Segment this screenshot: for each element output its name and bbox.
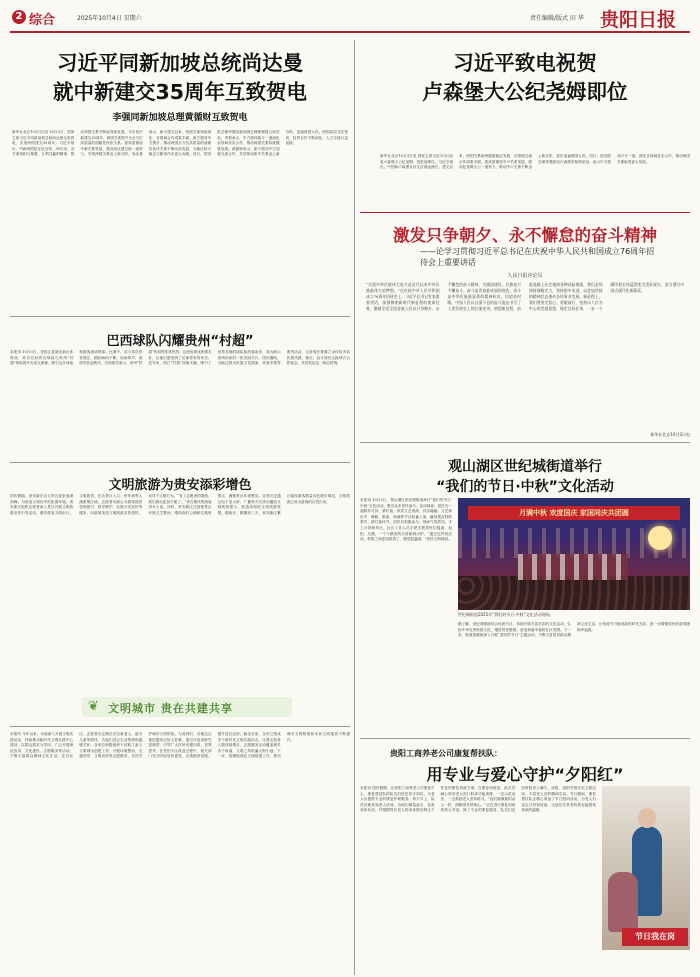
article-body: 新华社北京10月3日电 10月3日，国家主席习近平同新加坡总统尚达曼互致贺电，庆祝两国建交35周年。习近平指出，中新两国是友好近邻，35年来，双方秉持相互尊重、互利共赢的精神，推动两国关系不断取得新发展。今年是中新建交35周年，两国关系提升为全方位高质量的前瞻性伙伴关系。我高度重视中新关系发展，愿同尚达曼总统一道努力，引领两国关系迈上新台阶。尚达曼表示，新中建交以来，两国关系持续深化，各领域合作成果丰硕。新方愿同中方携手，推动两国全方位高质量的前瞻性伙伴关系不断向前发展，为地区和平稳定与繁荣作出更大贡献。同日，国务院总理李强同新加坡总理黄循财互致贺电。李强表示，中方愿同新方一道深化各领域务实合作，推动两国关系持续健康发展。黄循财表示，新方愿同中方加强交流合作，共同推动新中关系迈上新台阶，造福两国人民。两国高层交往密切，经贸合作不断深化，人文交流日益活跃。 — [12, 130, 348, 157]
editorial-byline: 人民日报评论员 — [507, 273, 543, 279]
editorial-top-rule — [360, 212, 690, 213]
paper-masthead: 贵阳日报 — [600, 9, 677, 31]
article-body: 新华社北京10月3日电 国家主席习近平3日致电卢森堡大公纪尧姆，祝贺他即位。习近平指出，中国和卢森堡友好交往源远流长。建交以来，两国关系始终健康稳定发展，各领域交流合作成果丰硕。我高度重视中卢关系发展，愿同纪尧姆大公一道努力，推动中卢关系不断迈上新台阶，更好造福两国人民。同日，国务院总理李强致电卢森堡首相弗里登，表示中方愿同卢方一道，深化各领域务实合作，推动两国关系取得更大发展。 — [380, 154, 690, 170]
section-rule — [360, 442, 690, 443]
care-photo — [602, 786, 690, 950]
headline-line1: 习近平致电祝贺 — [453, 51, 597, 75]
article-body: 国庆假期，贵安新区各大景区迎来客流高峰。为营造文明有序的旅游环境，贵安新区组织志愿者深入景区开展文明旅游宣传引导活动，倡导游客文明出行、文明观景。在各景区入口、停车场等人流密集区域，志愿者们耐心为游客提供咨询指引、秩序维护、垃圾分类宣传等服务，向游客发放文明旅游宣传资料，劝导不文明行为。“有了志愿者的帮助，我们游玩更加方便了。”来自重庆的游客李女士说。同时，贵安新区还加强景区环境卫生整治，增设临时公厕和垃圾收集点，确保景区环境整洁。各景区还通过电子显示屏、广播等方式滚动播放文明旅游提示，营造浓厚的文明旅游氛围。据统计，假期前三天，贵安新区累计接待游客数量同比增长明显，文明旅游已成为游客的自觉行动。 — [10, 494, 350, 515]
headline-line1: 观山湖区世纪城街道举行 — [448, 459, 602, 475]
performers — [518, 554, 628, 580]
crowd-silhouette — [458, 576, 690, 610]
sub-headline: 李强同新加坡总理黄循财互致贺电 — [112, 113, 248, 123]
article-body-right: 据了解，世纪城街道结合传统节日，持续开展丰富多彩的文化活动，弘扬中华优秀传统文化，增进邻里感情，营造和谐幸福的社区氛围。下一步，街道将继续深入开展“我们的节日”主题活动，不断丰富居民群众精神文化生活，让传统节日焕发新的时代光彩，进一步增强居民的获得感和幸福感。 — [458, 622, 690, 638]
headline-line2: 卢森堡大公纪尧姆即位 — [422, 80, 628, 104]
elderly-care-article — [360, 738, 690, 974]
editorial-article — [360, 212, 690, 442]
header-rule — [10, 31, 690, 33]
section-rule — [10, 726, 350, 727]
column-divider — [354, 40, 355, 975]
xi-singapore-article — [10, 38, 350, 296]
headline-line2: 就中新建交35周年互致贺电 — [52, 80, 308, 104]
article-title: 文明旅游为贵安添彩增色 — [108, 478, 252, 493]
page-number-badge: 2 — [12, 10, 26, 24]
article-title: 巴西球队闪耀贵州“村超” — [106, 334, 254, 349]
brazil-team-article — [10, 316, 350, 426]
article-title: 用专业与爱心守护“夕阳红” — [426, 765, 624, 784]
photo-caption: 世纪城街道2025年“我们的节日·中秋”文化活动现场。 — [458, 612, 554, 617]
section-rule — [360, 738, 690, 739]
elder-figure — [608, 872, 638, 932]
headline-line1: 习近平同新加坡总统尚达曼 — [57, 51, 303, 75]
article-body: 本报讯 10月3日，在榕江县城北新区体育场，来自巴西的足球队与贵州“村超”球队展开友谊交流赛，吸引众多球迷和游客到场观赛。比赛中，双方球员你来我往，精彩瞬间不断，现场掌声、欢呼声此起彼伏。巴西球员表示，贵州“村超”的氛围非常热烈，这里的球迷热情友好，让他们感受到了足球带来的快乐。近年来，榕江“村超”持续火爆，吸引了世界各地的球队和游客前来，成为展示贵州形象的一张亮丽名片。国庆期间，当地还推出民族文化展演、美食市集等系列活动，让游客在观赛之余体验多彩民族风情。赛后，双方球员互换球衣合影留念，共同见证这一难忘时刻。 — [10, 350, 350, 366]
headline-line2: “我们的节日·中秋”文化活动 — [436, 479, 614, 495]
editorial-footer: 新华社北京10月3日电 — [650, 432, 690, 437]
editor-credit: 责任编辑/版式 田 华 — [530, 15, 584, 22]
civilized-tourism-article — [10, 462, 350, 724]
section-rule — [10, 316, 350, 317]
left-bottom-article — [10, 726, 350, 972]
page-header — [0, 0, 700, 36]
article-body: 本报讯 国庆假期，在贵阳工商养老公司康复中心，康复帮扶队的队员们依旧坚守岗位，为老人们提供专业的康复护理服务。每天早上，队员们便来到老人房间，为他们测量血压、检查身体状况，并根据每位老人的身体情况制定个性化的康复训练方案。在康复训练室，队员们耐心指导老人进行肢体功能训练，一边示范动作，一边鼓励老人坚持练习。“他们就像我的亲人一样，照顾得非常细心。”正在进行康复训练的张大爷说。除了专业的康复服务，队员们还经常陪老人聊天、读报，组织开展各类文娱活动，丰富老人们的精神生活。节日期间，康复帮扶队还精心准备了节日慰问活动，为老人们送去月饼和祝福，让他们在养老机构也能感受到家的温暖。 — [360, 786, 596, 813]
section-label: 综合 — [29, 13, 56, 28]
article-body: 本报讯 今年以来，各地深入开展文明实践活动，持续推动新时代文明实践中心建设，以群众需求为导向，广泛开展理论宣讲、文化惠民、志愿服务等活动，不断丰富群众精神文化生活。在各社区，志愿者们定期走访空巢老人、留守儿童等群体，为他们送去生活物资和温暖关怀。各单位积极组织干部职工参与文明城市创建工作，开展环境整治、交通劝导、文明宣传等志愿服务，共同守护城市文明形象。与此同时，各地还注重挖掘身边好人好事，通过评选表彰先进典型，引导广大市民崇德向善、见贤思齐。在老旧小区改造过程中，相关部门充分听取居民意见，完善配套设施，提升居住品质。截至目前，全市已建成多个新时代文明实践站点，注册志愿者人数持续增长，志愿服务活动覆盖城乡各个角落，文明之风吹遍大街小巷。下一步，将继续深化文明创建工作，推动城市文明程度和市民文明素质不断提升。 — [10, 732, 350, 759]
banner-leaf-icon: ❦ — [88, 699, 99, 714]
section-rule — [10, 462, 350, 463]
banner-text: 文明城市 贵在共建共享 — [108, 702, 233, 715]
stage-banner: 月满中秋 欢度国庆 家国同庆共团圆 — [468, 506, 680, 520]
caregiver-head — [638, 808, 656, 828]
photo-stamp: 节日我在岗 — [622, 928, 688, 946]
editorial-title: 激发只争朝夕、永不懈怠的奋斗精神 — [393, 226, 657, 245]
editorial-subtitle: ——论学习贯彻习近平总书记在庆祝中华人民共和国成立76周年招待会上重要讲话 — [420, 247, 655, 267]
article-body-left: 本报讯 10月3日，观山湖区世纪城街道举行“我们的节日·中秋”文化活动，吸引众多居民参与。活动现场，居民们一起制作月饼、猜灯谜、欣赏文艺表演，其乐融融。文艺演出中，舞蹈、歌曲、朗诵等节目轮番上演，赢得观众阵阵掌声。猜灯谜环节，居民们积极参与，现场气氛热烈。手工月饼制作区，社区工作人员手把手教居民们揉面、包馅、压模，一个个精美的月饼新鲜出炉。“通过这样的活动，邻里之间更加熟悉了，感觉很温暖。”居民王阿姨说。 — [360, 498, 452, 542]
civilization-banner — [82, 697, 292, 717]
editorial-body: “实现中华民族伟大复兴是近代以来中华民族最伟大的梦想。”在庆祝中华人民共和国成立76周年招待会上，习近平总书记发表重要讲话，深刻阐明新时代新征程的使命任务，激励全党全国各族人民以只争朝夕、永不懈怠的奋斗精神，为强国建设、民族复兴不懈奋斗。奋斗是青春最亮丽的底色，奋斗是中华民族最显著的精神标识。回望来时路，中国人民以自强不息的奋斗姿态书写了人类发展史上的壮丽史诗。展望新征程，前进道路上还会遇到各种风险挑战，我们必须保持战略定力，坚持稳中求进，以更加昂扬的精神状态推动各项事业发展。新征程上，我们要坚定信心、勇毅前行，坚持以人民为中心的发展思想，锚定目标任务，一步一个脚印把宏伟蓝图变为美好现实，奋力谱写中国式现代化新篇章。 — [366, 282, 684, 311]
festival-photo — [458, 498, 690, 610]
xi-luxembourg-article — [360, 38, 690, 170]
article-kicker: 贵阳工商养老公司康复帮扶队： — [390, 749, 502, 758]
guanshanhu-article — [360, 442, 690, 732]
issue-date: 2025年10月4日 星期六 — [77, 15, 142, 22]
